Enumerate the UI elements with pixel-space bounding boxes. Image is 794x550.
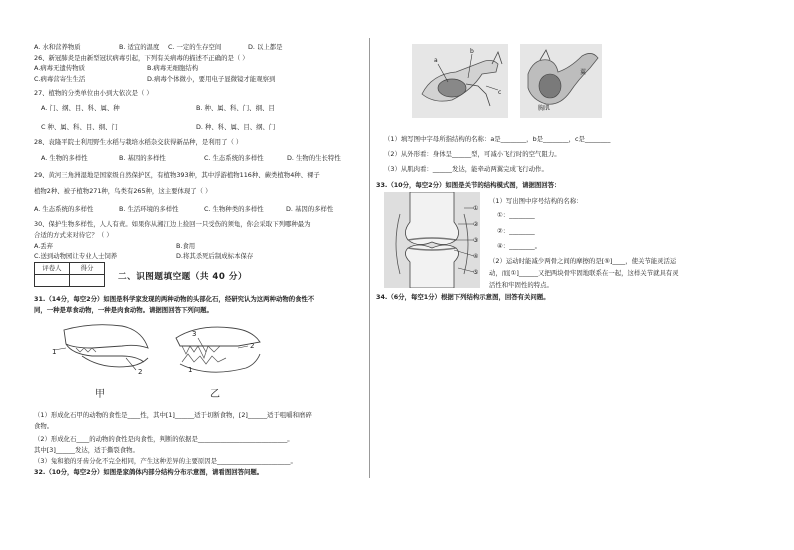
option-c: C.病毒营寄生生活 [34,75,86,83]
option-d: D. 以上都是 [248,43,283,51]
question-32-3: （3）从肌肉看：______发达，能牵动两翼完成飞行动作。 [384,165,548,173]
option-b: B.病毒无细胞结构 [147,64,199,72]
option-c: C. 一定的生存空间 [168,43,222,51]
option-d: D. 基因的多样性 [286,205,334,213]
answer-item-2: ②：________ [497,227,535,235]
question-30-line2: 合适的方式来对待它？（ ） [34,231,113,239]
question-31-2-line2: 其中[3]______发达，适于撕裂食物。 [34,446,139,454]
answer-item-4: ④：________。 [497,242,542,250]
grader-header: 评卷人 [35,263,70,275]
question-33-1: （1）写出图中序号结构的名称： [489,197,583,205]
joint-label-2: ② [473,221,479,228]
question-31-line2: 同，一种是草食动物，一种是肉食动物。请据图回答下列问题。 [34,306,213,314]
question-33-2-line3: 活性和牢固性的特点。 [489,281,553,289]
option-b: B.食用 [176,242,196,250]
question-31-1-line2: 食物。 [34,422,54,430]
option-b: B. 适宜的温度 [119,43,160,51]
label-wing: 翼 [580,69,587,76]
label-breast-muscle: 胸肌 [538,105,551,112]
option-c: C. 生态系统的多样性 [204,154,264,162]
label-2: 2 [250,342,255,350]
question-29-line2: 植物2种、被子植物271种，鸟类有265种，这主要体现了（ ） [34,187,212,195]
option-a: A. 门、纲、目、科、属、种 [41,104,120,112]
grader-cell [35,275,70,287]
label-1: 1 [52,348,57,356]
option-a: A. 生态系统的多样性 [34,205,94,213]
joint-structure-figure [384,192,480,288]
option-c: C. 生物种类的多样性 [204,205,264,213]
label-b: b [470,48,474,55]
question-34: 34.（6分，每空1分）根据下列结构示意图，回答有关问题。 [376,293,550,301]
joint-label-4: ④ [473,253,479,260]
score-header: 得分 [70,263,105,275]
label-c: c [498,89,502,96]
question-29-line1: 29、黄河三角洲湿地是国家级自然保护区，有植物393种，其中浮游植物116种、蕨类植物4种、裸子 [34,171,320,179]
skull-figure-yi [168,318,268,388]
label-1: 1 [188,366,193,374]
question-32-2: （2）从外形看：身体呈______型，可减小飞行时的空气阻力。 [384,150,561,158]
question-33-2-line1: （2）运动时能减少两骨之间的摩擦的是[⑤]____，使关节能灵活运 [489,257,677,265]
question-31-2-line1: （2）形成化石____的动物的食性是肉食性，判断的依据是____________________________。 [34,435,294,443]
label-2: 2 [138,368,143,376]
option-b: B. 种、属、科、门、纲、目 [196,104,275,112]
option-a: A. 水和营养物质 [34,43,81,51]
question-31-3: （3）兔和狼的牙齿分化不完全相同，产生这种差异的主要原因是_______________________。 [34,457,297,465]
score-cell [70,275,105,287]
option-a: A. 生物的多样性 [41,154,88,162]
label-3: 3 [192,330,197,338]
question-28: 28、袁隆平院士利用野生水稻与栽培水稻杂交获得新品种，是利用了（ ） [34,138,243,146]
section-title: 二、识图题填空题（共 40 分） [118,272,248,282]
question-32: 32.（10分，每空2分）如图是家鸽体内部分结构分布示意图，请看图回答问题。 [34,468,264,476]
bird-skeleton-figure [412,44,508,118]
question-32-1: （1）填写图中字母所指结构的名称：a是________，b是________，c是________ [384,135,611,143]
score-table [34,262,105,287]
figure-caption-jia: 甲 [95,389,105,400]
option-d: D.将其杀死后制成标本保存 [176,252,254,260]
question-33: 33.（10分，每空2分）如图是关节的结构模式图，请据图回答： [376,181,561,189]
option-b: B. 生活环境的多样性 [119,205,179,213]
label-a: a [434,57,438,64]
column-divider [369,38,370,478]
bird-muscle-figure [520,44,602,118]
option-c: C 种、属、科、目、纲、门 [41,123,118,131]
answer-item-1: ①：________ [497,211,535,219]
option-a: A.丢弃 [34,242,54,250]
option-d: D. 种、科、属、目、纲、门 [196,123,276,131]
option-c: C.送到动物园让专业人士饲养 [34,252,118,260]
option-d: D.病毒个体微小，要用电子显微镜才能观察到 [147,75,276,83]
joint-label-5: ⑤ [473,269,479,276]
joint-label-3: ③ [473,237,479,244]
figure-caption-yi: 乙 [210,389,220,400]
option-a: A.病毒无遗传物质 [34,64,86,72]
question-31-line1: 31.（14分，每空2分）如图是科学家发现的两种动物的头部化石，经研究认为这两种动物的食性不 [34,295,315,303]
option-b: B. 基因的多样性 [119,154,166,162]
question-31-1-line1: （1）形成化石甲的动物的食性是____性，其中[1]______适于切断食物，[2]______适于咀嚼和磨碎 [34,411,312,419]
question-33-2-line2: 动，而[①]______又把两块骨牢固地联系在一起，这样关节就具有灵 [489,269,679,277]
question-30-line1: 30、保护生物多样性，人人有责。如果你从湘江边上捡回一只受伤的须龟，你会采取下列哪种最为 [34,220,311,228]
joint-label-1: ① [473,205,479,212]
option-d: D. 生物的生长特性 [287,154,341,162]
question-26: 26、新冠肺炎是由新型冠状病毒引起，下列有关病毒的描述不正确的是（ ） [34,54,249,62]
skull-figure-jia [52,318,162,388]
question-27: 27、植物的分类单位由小到大依次是（ ） [34,89,153,97]
